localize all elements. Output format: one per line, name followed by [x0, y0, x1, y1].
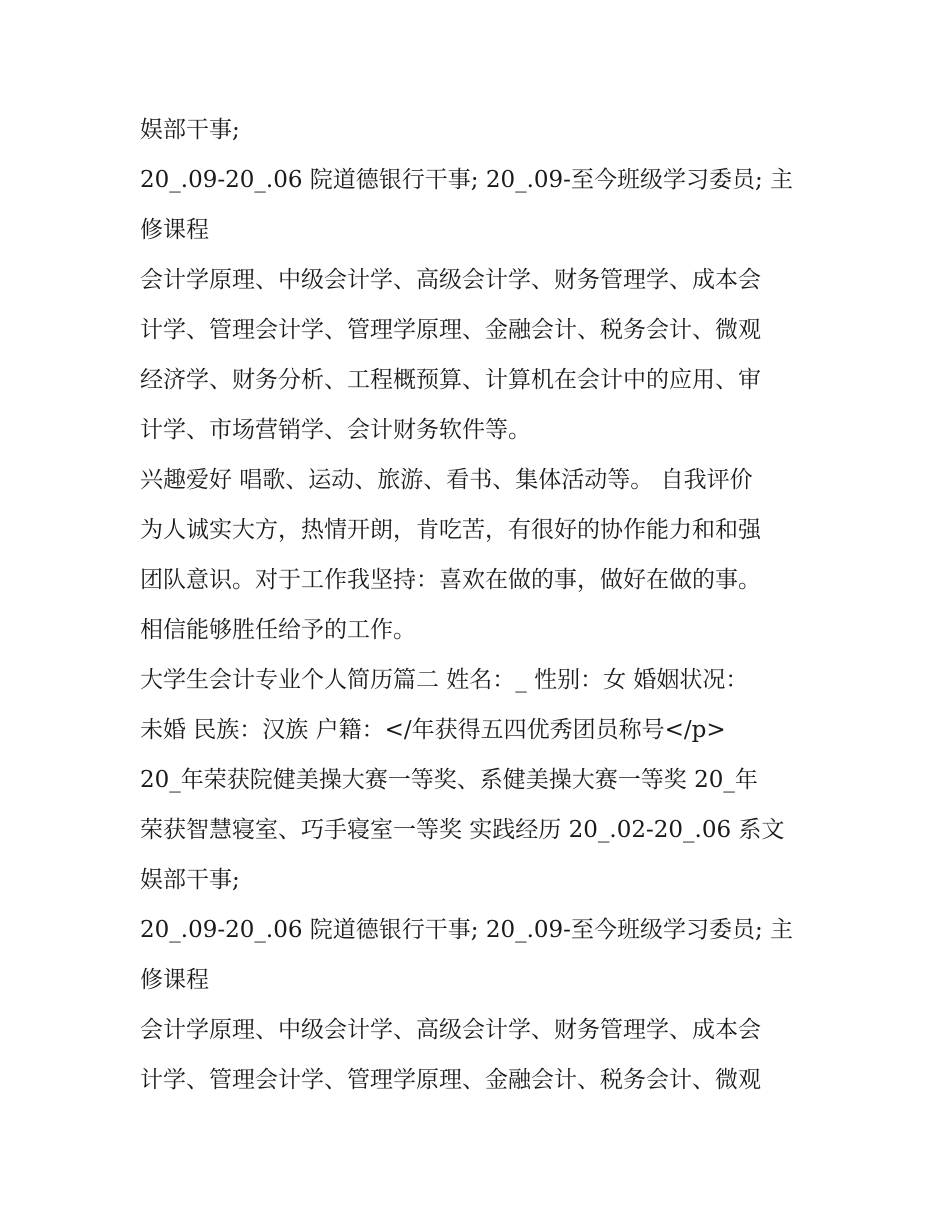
text-line: 未婚 民族：汉族 户籍：</年获得五四优秀团员称号</p> — [140, 717, 726, 743]
text-line: 娱部干事; — [140, 867, 240, 893]
text-line: 兴趣爱好 唱歌、运动、旅游、看书、集体活动等。 自我评价 — [140, 467, 753, 493]
text-line: 20_年荣获院健美操大赛一等奖、系健美操大赛一等奖 20_年 — [140, 767, 758, 793]
text-line: 修课程 — [140, 217, 209, 243]
text-line: 计学、管理会计学、管理学原理、金融会计、税务会计、微观 — [140, 1067, 761, 1093]
text-line: 为人诚实大方，热情开朗，肯吃苦，有很好的协作能力和和强 — [140, 517, 761, 543]
text-line: 大学生会计专业个人简历篇二 姓名：_ 性别：女 婚姻状况： — [140, 667, 749, 693]
text-line: 修课程 — [140, 967, 209, 993]
text-line: 20_.09-20_.06 院道德银行干事; 20_.09-至今班级学习委员; 主 — [140, 917, 794, 943]
text-line: 团队意识。对于工作我坚持：喜欢在做的事，做好在做的事。 — [140, 567, 761, 593]
text-line: 荣获智慧寝室、巧手寝室一等奖 实践经历 20_.02-20_.06 系文 — [140, 817, 785, 843]
text-line: 经济学、财务分析、工程概预算、计算机在会计中的应用、审 — [140, 367, 761, 393]
text-line: 会计学原理、中级会计学、高级会计学、财务管理学、成本会 — [140, 1017, 761, 1043]
text-line: 计学、市场营销学、会计财务软件等。 — [140, 417, 531, 443]
text-line: 会计学原理、中级会计学、高级会计学、财务管理学、成本会 — [140, 267, 761, 293]
text-line: 娱部干事; — [140, 117, 240, 143]
text-line: 计学、管理会计学、管理学原理、金融会计、税务会计、微观 — [140, 317, 761, 343]
text-line: 相信能够胜任给予的工作。 — [140, 617, 416, 643]
document-body — [140, 105, 815, 1105]
text-line: 20_.09-20_.06 院道德银行干事; 20_.09-至今班级学习委员; 主 — [140, 167, 794, 193]
